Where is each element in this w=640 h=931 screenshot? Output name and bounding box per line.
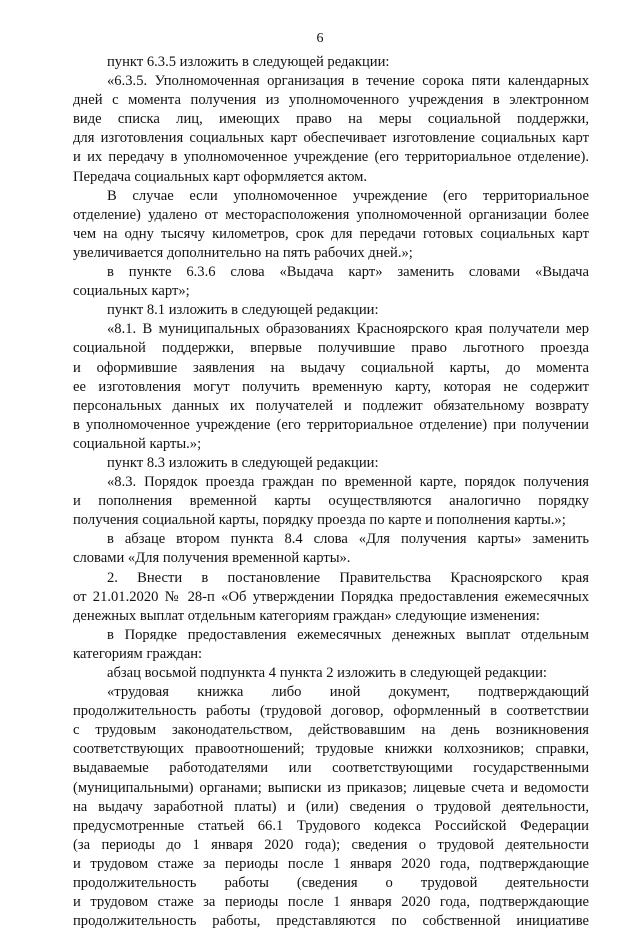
text-line: категориям граждан: bbox=[73, 645, 203, 662]
text-line: и трудовом стаже за периоды после 1 января 2020 года, подтверждающие bbox=[73, 855, 589, 872]
text-line: в пункте 6.3.6 слова «Выдача карт» заменить словами «Выдача bbox=[107, 264, 589, 281]
text-line: и оформившие заявления на выдачу социальной карты, до момента bbox=[73, 359, 589, 376]
text-line: продолжительность работы (трудовой договор, оформленный в соответствии bbox=[73, 703, 589, 720]
text-line: абзац восьмой подпункта 4 пункта 2 изложить в следующей редакции: bbox=[107, 665, 547, 681]
text-line: в абзаце втором пункта 8.4 слова «Для получения карты» заменить bbox=[107, 531, 589, 548]
text-line: отделение) удалено от месторасположения уполномоченной организации более bbox=[73, 206, 589, 223]
text-line: пункт 8.3 изложить в следующей редакции: bbox=[107, 454, 379, 471]
text-line: социальных карт»; bbox=[73, 283, 190, 300]
text-line: на выдачу заработной платы) и (или) сведения о трудовой деятельности, bbox=[73, 798, 589, 815]
text-line: и их передачу в уполномоченное учреждение (его территориальное отделение). bbox=[73, 149, 589, 166]
text-line: предусмотренные статьей 66.1 Трудового кодекса Российской Федерации bbox=[73, 817, 589, 834]
text-line: персональных данных их получателей и подлежит обязательному возврату bbox=[73, 397, 589, 414]
page-number: 6 bbox=[316, 31, 324, 46]
text-line: выдаваемые работодателями или соответствующими государственными bbox=[73, 760, 589, 777]
text-line: (муниципальными) органами; выписки из приказов; лицевые счета и ведомости bbox=[73, 779, 589, 796]
text-line: «трудовая книжка либо иной документ, подтверждающий bbox=[107, 684, 589, 701]
text-line: с трудовым законодательством, действовавшим на день возникновения bbox=[73, 722, 589, 739]
text-line: виде списка лиц, имеющих право на меры социальной поддержки, bbox=[73, 111, 589, 128]
text-line: увеличивается дополнительно на пять рабочих дней.»; bbox=[73, 244, 413, 261]
text-line: «8.1. В муниципальных образованиях Красноярского края получатели мер bbox=[107, 321, 589, 338]
text-line: 2. Внести в постановление Правительства Красноярского края bbox=[107, 569, 589, 586]
text-line: и трудовом стаже за периоды после 1 января 2020 года, подтверждающие bbox=[73, 894, 589, 911]
text-line: соответствующих правоотношений; трудовые книжки колхозников; справки, bbox=[73, 741, 589, 758]
text-line: пункт 8.1 изложить в следующей редакции: bbox=[107, 302, 379, 319]
text-line: (за периоды до 1 января 2020 года); сведения о трудовой деятельности bbox=[73, 836, 589, 853]
text-line: словами «Для получения временной карты». bbox=[73, 550, 351, 567]
text-line: в уполномоченное учреждение (его территориальное отделение) при получении bbox=[73, 416, 589, 433]
text-line: Передача социальных карт оформляется актом. bbox=[73, 168, 368, 185]
text-line: от 21.01.2020 № 28-п «Об утверждении Порядка предоставления ежемесячных bbox=[73, 588, 589, 605]
text-line: В случае если уполномоченное учреждение (его территориальное bbox=[107, 187, 589, 204]
text-line: для изготовления социальных карт обеспечивает изготовление социальных карт bbox=[73, 130, 589, 147]
text-line: пункт 6.3.5 изложить в следующей редакции: bbox=[107, 54, 390, 70]
text-line: продолжительность работы (сведения о трудовой деятельности bbox=[73, 875, 589, 892]
document-body bbox=[73, 53, 589, 931]
text-line: дней с момента получения из уполномоченного учреждения в электронном bbox=[73, 92, 589, 109]
text-line: чем на одну тысячу километров, срок для передачи готовых социальных карт bbox=[73, 225, 589, 242]
text-line: продолжительность работы, представляются по собственной инициативе bbox=[73, 913, 589, 930]
text-line: «6.3.5. Уполномоченная организация в течение сорока пяти календарных bbox=[107, 73, 589, 90]
text-line: социальной карты.»; bbox=[73, 435, 202, 452]
text-line: социальной поддержки, впервые получившие право льготного проезда bbox=[73, 340, 589, 357]
text-line: «8.3. Порядок проезда граждан по временной карте, порядок получения bbox=[107, 474, 589, 491]
text-line: и пополнения временной карты осуществляются аналогично порядку bbox=[73, 493, 589, 510]
text-line: денежных выплат отдельным категориям граждан» следующие изменения: bbox=[73, 607, 540, 624]
text-line: в Порядке предоставления ежемесячных денежных выплат отдельным bbox=[107, 626, 589, 643]
text-line: ее изготовления могут получить временную карту, которая не содержит bbox=[73, 378, 589, 395]
text-line: получения социальной карты, порядку проезда по карте и пополнения карты.»; bbox=[73, 512, 566, 529]
